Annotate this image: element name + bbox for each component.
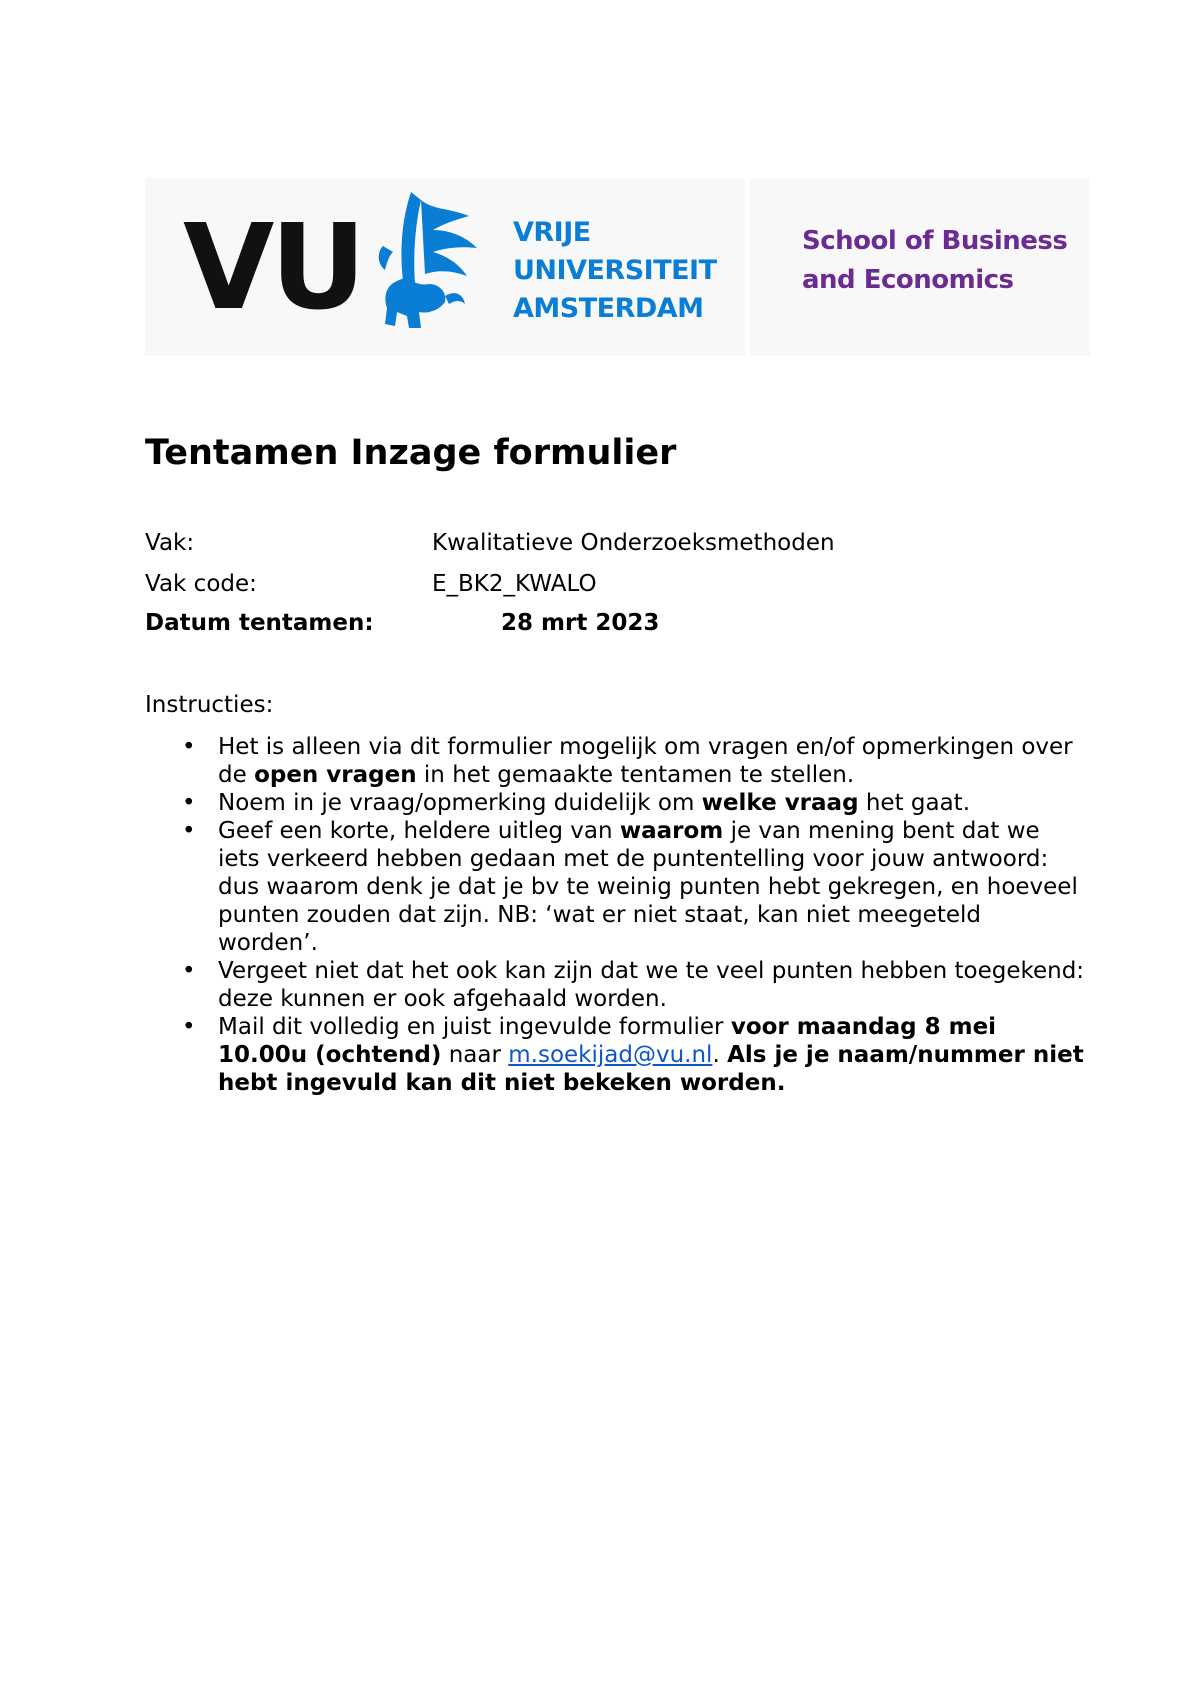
bullet-emphasis: Als je je naam/nummer niet hebt ingevuld kan dit niet bekeken worden. bbox=[218, 1042, 1084, 1096]
bullet-icon: • bbox=[182, 790, 196, 816]
bullet-emphasis: voor maandag 8 mei 10.00u (ochtend) bbox=[218, 1014, 997, 1068]
page-title: Tentamen Inzage formulier bbox=[145, 433, 677, 473]
field-value: E_BK2_KWALO bbox=[432, 571, 597, 597]
field-label: Datum tentamen: bbox=[145, 610, 374, 636]
school-logo bbox=[750, 178, 1090, 356]
bullet-text: Het is alleen via dit formulier mogelijk om vragen en/of opmerkingen over de bbox=[218, 734, 1073, 788]
bullet-icon: • bbox=[182, 1014, 196, 1040]
field-label: Vak: bbox=[145, 530, 195, 556]
university-line: VRIJE bbox=[513, 217, 591, 248]
bullet-text: het gaat. bbox=[858, 790, 971, 816]
bullet-text: Noem in je vraag/opmerking duidelijk om bbox=[218, 790, 702, 816]
bullet-text: Vergeet niet dat het ook kan zijn dat we te veel punten hebben toegekend: deze kunnen er ook afgehaald worden. bbox=[218, 958, 1085, 1012]
bullet-emphasis: waarom bbox=[619, 818, 724, 844]
bullet-text: Geef een korte, heldere uitleg van bbox=[218, 818, 620, 844]
bullet-text: Mail dit volledig en juist ingevulde formulier bbox=[218, 1014, 731, 1040]
instructions-list bbox=[145, 733, 1085, 1097]
field-value: Kwalitatieve Onderzoeksmethoden bbox=[432, 530, 835, 556]
bullet-icon: • bbox=[182, 818, 196, 844]
university-line: UNIVERSITEIT bbox=[513, 255, 717, 286]
logo-banner bbox=[145, 178, 1090, 356]
field-value: 28 mrt 2023 bbox=[501, 610, 660, 636]
bullet-emphasis: welke vraag bbox=[701, 790, 859, 816]
bullet-text: . bbox=[712, 1042, 728, 1068]
bullet-text: je van mening bent dat we iets verkeerd hebben gedaan met de puntentelling voor jouw antwoord: dus waarom denk je dat je bv te weinig punten hebt gekregen, en hoeveel punten zouden dat zijn. NB: ‘wat er niet staat, kan niet meegeteld worden’. bbox=[218, 818, 1078, 956]
list-item bbox=[145, 957, 1085, 1013]
school-line: and Economics bbox=[802, 265, 1014, 295]
vu-logo bbox=[145, 178, 745, 356]
bullet-icon: • bbox=[182, 734, 196, 760]
email-link[interactable]: m.soekijad@vu.nl bbox=[508, 1042, 713, 1068]
list-item bbox=[145, 733, 1085, 789]
instructions-heading: Instructies: bbox=[145, 692, 274, 718]
bullet-text: naar bbox=[441, 1042, 509, 1068]
university-line: AMSTERDAM bbox=[513, 293, 704, 324]
field-label: Vak code: bbox=[145, 571, 257, 597]
list-item bbox=[145, 817, 1085, 957]
griffin-icon bbox=[373, 186, 483, 336]
school-name bbox=[802, 222, 1067, 300]
university-name bbox=[513, 214, 717, 328]
list-item bbox=[145, 1013, 1085, 1097]
school-line: School of Business bbox=[802, 226, 1068, 256]
vu-wordmark: VU bbox=[183, 198, 363, 336]
bullet-text: in het gemaakte tentamen te stellen. bbox=[416, 762, 855, 788]
list-item bbox=[145, 789, 1085, 817]
bullet-icon: • bbox=[182, 958, 196, 984]
bullet-emphasis: open vragen bbox=[254, 762, 417, 788]
